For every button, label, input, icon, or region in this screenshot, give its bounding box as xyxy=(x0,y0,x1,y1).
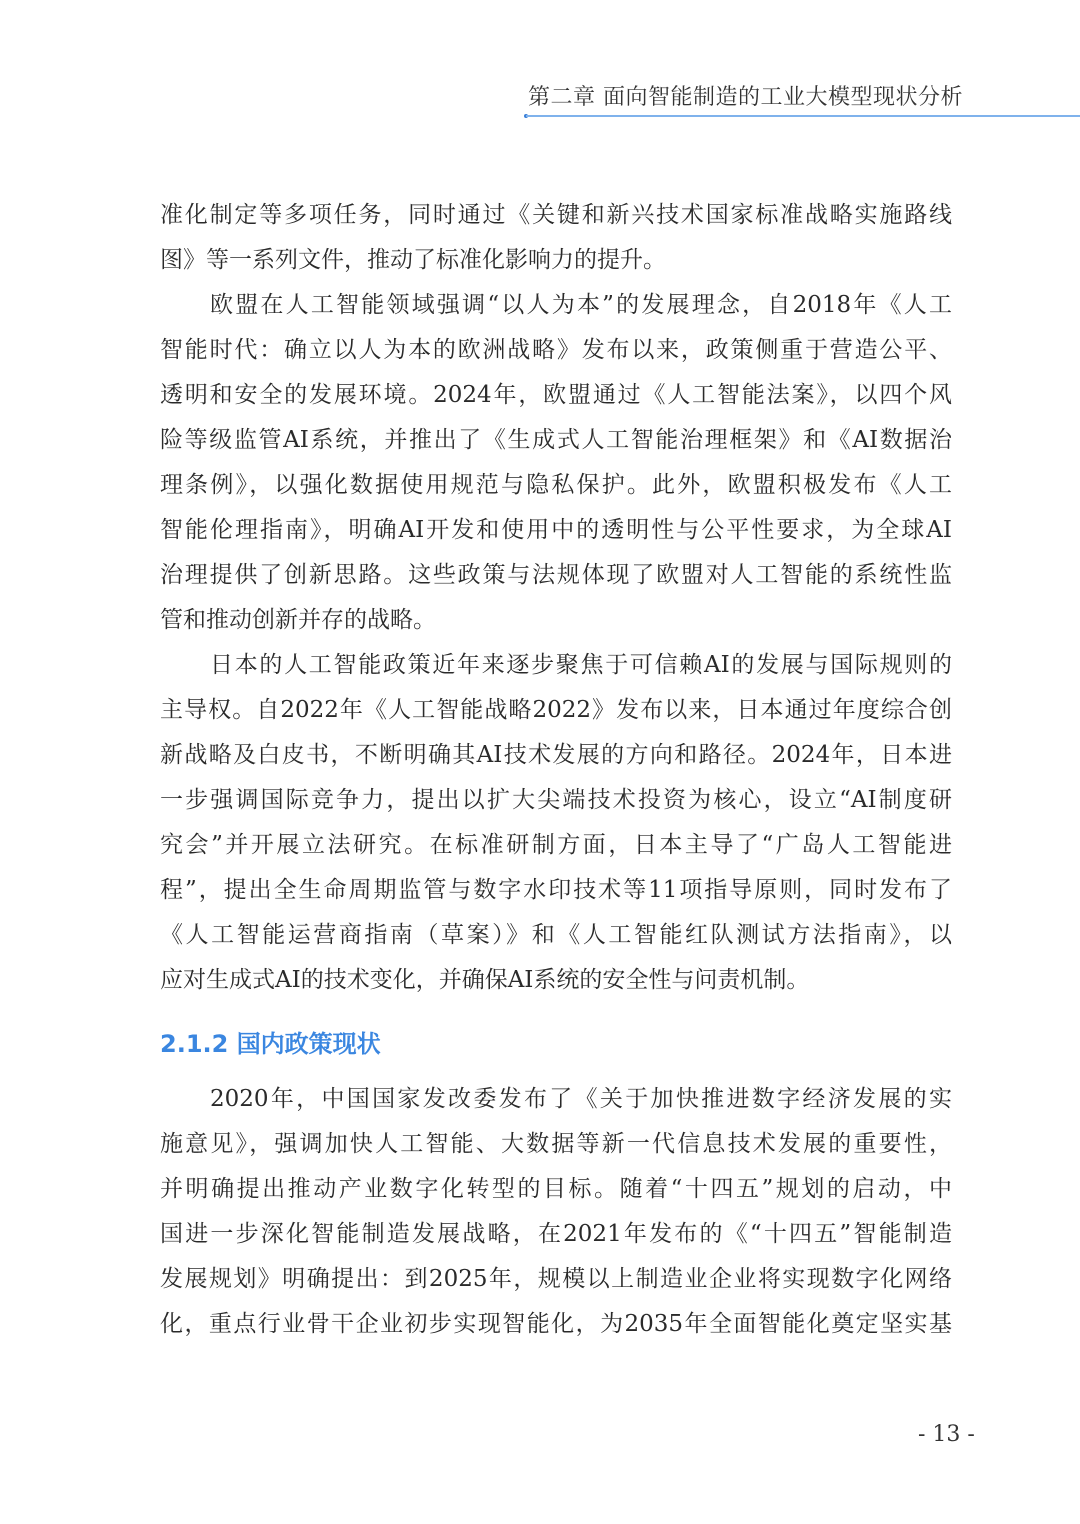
text-line: 2020年，中国国家发改委发布了《关于加快推进数字经济发展的实 xyxy=(210,1086,952,1112)
body-text-bottom xyxy=(160,1077,952,1347)
text-line: 新战略及白皮书，不断明确其AI技术发展的方向和路径。2024年，日本进 xyxy=(160,742,952,768)
header-rule xyxy=(526,115,1080,117)
text-line: 发展规划》明确提出：到2025年，规模以上制造业企业将实现数字化网络 xyxy=(160,1266,952,1292)
text-line: 智能伦理指南》，明确AI开发和使用中的透明性与公平性要求，为全球AI xyxy=(160,517,952,543)
text-line: 国进一步深化智能制造发展战略，在2021年发布的《“十四五”智能制造 xyxy=(160,1221,952,1247)
text-line: 并明确提出推动产业数字化转型的目标。随着“十四五”规划的启动，中 xyxy=(160,1176,952,1202)
page-number: - 13 - xyxy=(918,1422,975,1447)
paragraph xyxy=(160,1077,952,1347)
text-line: 图》等一系列文件，推动了标准化影响力的提升。 xyxy=(160,247,666,273)
section-heading: 2.1.2 国内政策现状 xyxy=(160,1030,381,1058)
running-header: 第二章 面向智能制造的工业大模型现状分析 xyxy=(528,85,963,110)
text-line: 理条例》，以强化数据使用规范与隐私保护。此外，欧盟积极发布《人工 xyxy=(160,472,952,498)
text-line: 究会”并开展立法研究。在标准研制方面，日本主导了“广岛人工智能进 xyxy=(160,832,952,858)
text-line: 管和推动创新并存的战略。 xyxy=(160,607,436,633)
text-line: 险等级监管AI系统，并推出了《生成式人工智能治理框架》和《AI数据治 xyxy=(160,427,952,453)
text-line: 施意见》，强调加快人工智能、大数据等新一代信息技术发展的重要性， xyxy=(160,1131,952,1157)
text-line: 欧盟在人工智能领域强调“以人为本”的发展理念，自2018年《人工 xyxy=(210,292,952,318)
text-line: 透明和安全的发展环境。2024年，欧盟通过《人工智能法案》，以四个风 xyxy=(160,382,952,408)
body-text-top xyxy=(160,193,952,1003)
text-line: 准化制定等多项任务，同时通过《关键和新兴技术国家标准战略实施路线 xyxy=(160,202,952,228)
paragraph xyxy=(160,283,952,643)
text-line: 程”，提出全生命周期监管与数字水印技术等11项指导原则，同时发布了 xyxy=(160,877,952,903)
text-line: 应对生成式AI的技术变化，并确保AI系统的安全性与问责机制。 xyxy=(160,967,810,993)
text-line: 主导权。自2022年《人工智能战略2022》发布以来，日本通过年度综合创 xyxy=(160,697,952,723)
paragraph xyxy=(160,193,952,283)
text-line: 治理提供了创新思路。这些政策与法规体现了欧盟对人工智能的系统性监 xyxy=(160,562,952,588)
text-line: 一步强调国际竞争力，提出以扩大尖端技术投资为核心，设立“AI制度研 xyxy=(160,787,952,813)
text-line: 智能时代：确立以人为本的欧洲战略》发布以来，政策侧重于营造公平、 xyxy=(160,337,952,363)
paragraph xyxy=(160,643,952,1003)
text-line: 《人工智能运营商指南（草案）》和《人工智能红队测试方法指南》，以 xyxy=(160,922,952,948)
text-line: 化，重点行业骨干企业初步实现智能化，为2035年全面智能化奠定坚实基 xyxy=(160,1311,952,1337)
text-line: 日本的人工智能政策近年来逐步聚焦于可信赖AI的发展与国际规则的 xyxy=(210,652,952,678)
